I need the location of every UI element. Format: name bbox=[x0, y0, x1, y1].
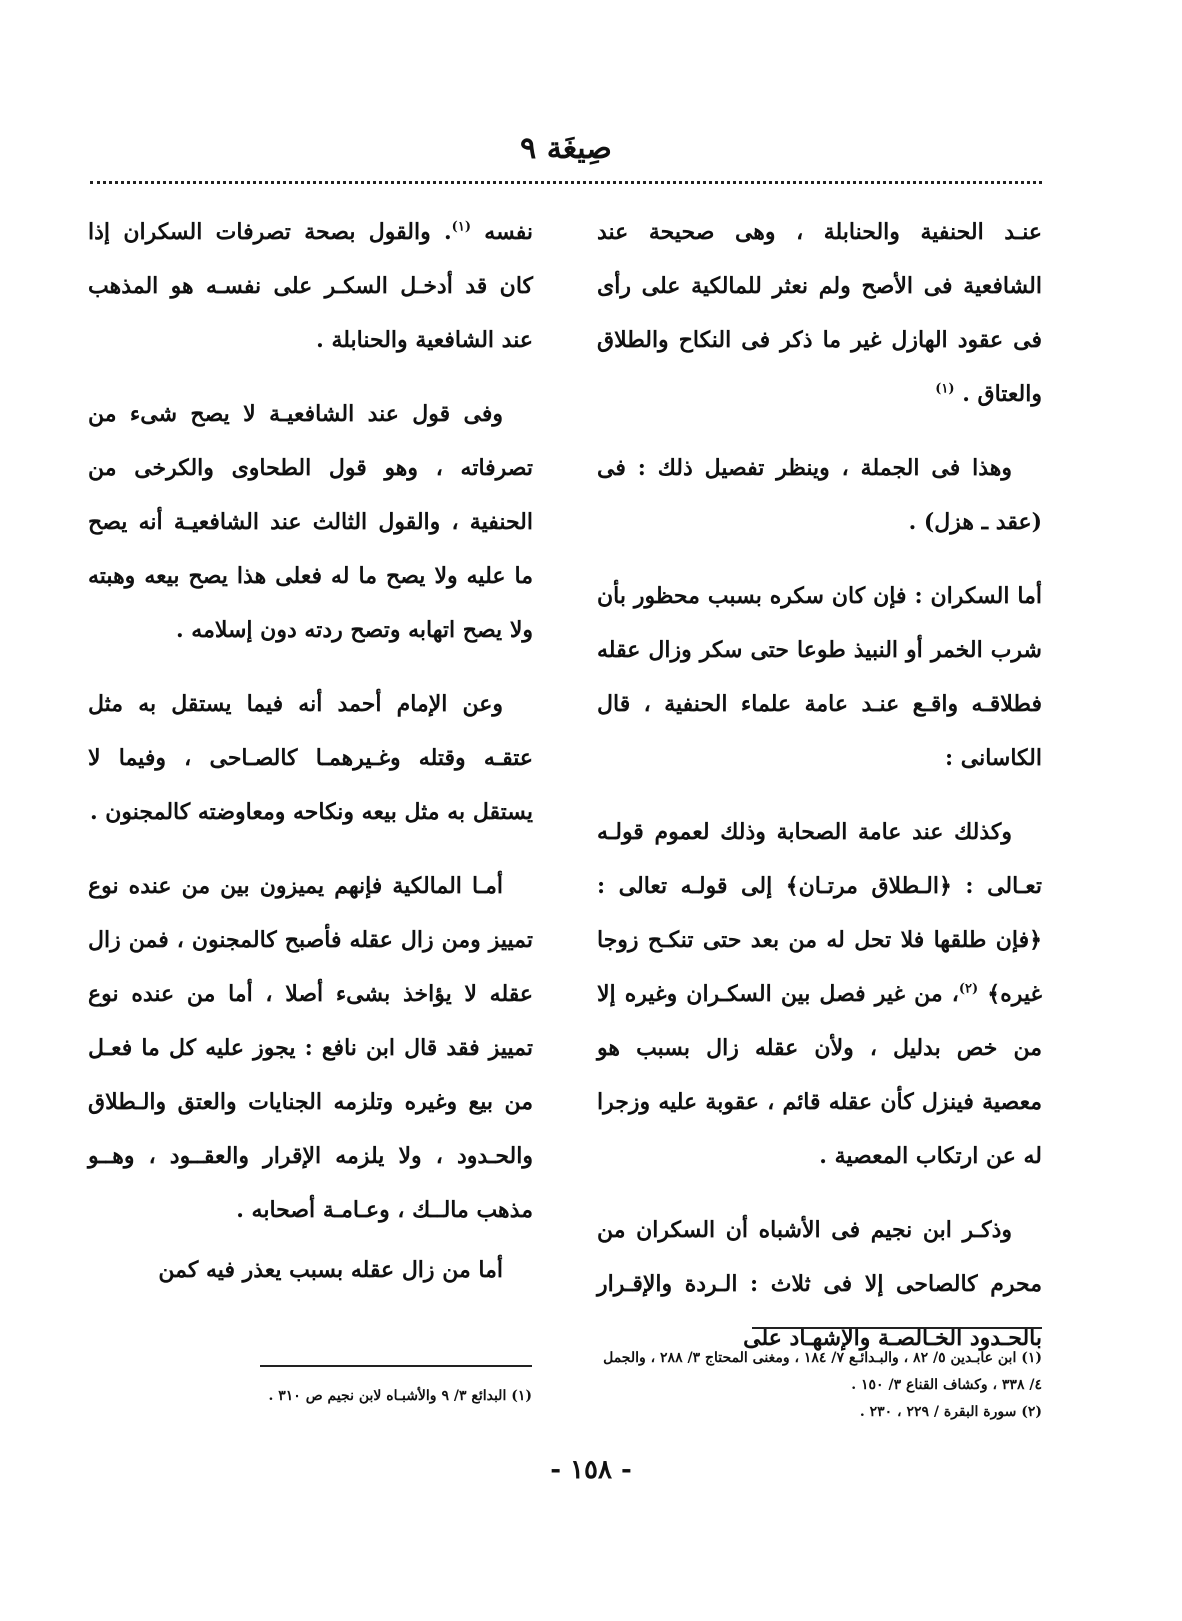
paragraph: وكذلك عند عامة الصحابة وذلك لعموم قولـه تعـالى : ﴿الـطلاق مرتـان﴾ إلى قولـه تعالى : ﴿فإن طلقها فلا تحل له من بعد حتى تنكـح زوجا غيره﴾ $^{(٢)}$، من غير فصل بين السكـران وغيره إلا من خص بدليل ، ولأن عقله زال بسبب هو معصية فينزل كأن عقله قائم ، عقوبة عليه وزجرا له عن ارتكاب المعصية . bbox=[597, 819, 1042, 1169]
paragraph: وعن الإمام أحمد أنه فيما يستقل به مثل عتقـه وقتله وغـيرهمـا كالصـاحى ، وفيما لا يستقل به مثل بيعه ونكاحه ومعاوضته كالمجنون . bbox=[88, 691, 533, 825]
footnote-ref: (١) bbox=[935, 381, 955, 397]
header-dotted-divider bbox=[90, 181, 1042, 184]
page-header bbox=[90, 126, 1042, 184]
left-column bbox=[88, 205, 533, 1317]
footnote: (١) البدائع ٣/ ٩ والأشبـاه لابن نجيم ص ٣١٠ . bbox=[268, 1388, 532, 1404]
footnote-divider bbox=[260, 1365, 532, 1367]
paragraph: نفسه $^{(١)}$. والقول بصحة تصرفات السكران إذا كان قد أدخـل السكـر على نفسـه هو المذهب عند الشافعية والحنابلة . bbox=[88, 219, 533, 353]
footnote-divider bbox=[752, 1327, 1042, 1329]
paragraph: أمـا المالكية فإنهم يميزون بين من عنده نوع تمييز ومن زال عقله فأصبح كالمجنون ، فمن زال عقله لا يؤاخذ بشىء أصلا ، أما من عنده نوع تمييز فقد قال ابن نافع : يجوز عليه كل ما فعـل من بيع وغيره وتلزمه الجنايات والعتق والـطلاق والحـدود ، ولا يلزمه الإقرار والعقــود ، وهــو مذهب مالــك ، وعـامـة أصحابه . bbox=[88, 873, 533, 1223]
footnote: (٢) سورة البقرة / ٢٢٩ ، ٢٣٠ . bbox=[859, 1404, 1042, 1420]
right-column bbox=[597, 205, 1042, 1385]
paragraph: وهذا فى الجملة ، وينظر تفصيل ذلك : فى (عقد ـ هزل) . bbox=[597, 455, 1042, 535]
footnote-ref: (٢) bbox=[958, 981, 979, 997]
footnote-ref: (١) bbox=[451, 219, 471, 235]
page-title: صِيغَة ٩ bbox=[520, 131, 612, 166]
paragraph: أما من زال عقله بسبب يعذر فيه كمن bbox=[158, 1257, 503, 1283]
paragraph: عنـد الحنفية والحنابلة ، وهى صحيحة عند الشافعية فى الأصح ولم نعثر للمالكية على رأى فى عقود الهازل غير ما ذكر فى النكاح والطلاق والعتاق . $^{(١)}$ bbox=[597, 219, 1042, 407]
paragraph: وفى قول عند الشافعيـة لا يصح شىء من تصرفاته ، وهو قول الطحاوى والكرخى من الحنفية ، والقول الثالث عند الشافعيـة أنه يصح ما عليه ولا يصح ما له فعلى هذا يصح بيعه وهبته ولا يصح اتهابه وتصح ردته دون إسلامه . bbox=[88, 401, 533, 643]
footnote: (١) ابن عابـدين ٥/ ٨٢ ، والبـدائـع ٧/ ١٨٤ ، ومغنى المحتاج ٣/ ٢٨٨ ، والجمل ٤/ ٣٣٨ ، وكشاف القناع ٣/ ١٥٠ . bbox=[603, 1350, 1042, 1393]
page-number: - ١٥٨ - bbox=[550, 1455, 632, 1485]
paragraph: وذكـر ابن نجيم فى الأشباه أن السكران من محرم كالصاحى إلا فى ثلاث : الـردة والإقـرار بالحـدود الخـالصـة والإشهـاد على bbox=[597, 1217, 1042, 1351]
paragraph: أما السكران : فإن كان سكره بسبب محظور بأن شرب الخمر أو النبيذ طوعا حتى سكر وزال عقله فطلاقـه واقـع عنـد عامة علماء الحنفية ، قال الكاسانى : bbox=[597, 583, 1042, 771]
footnotes-left bbox=[150, 1383, 532, 1410]
footnotes-right bbox=[587, 1345, 1042, 1426]
